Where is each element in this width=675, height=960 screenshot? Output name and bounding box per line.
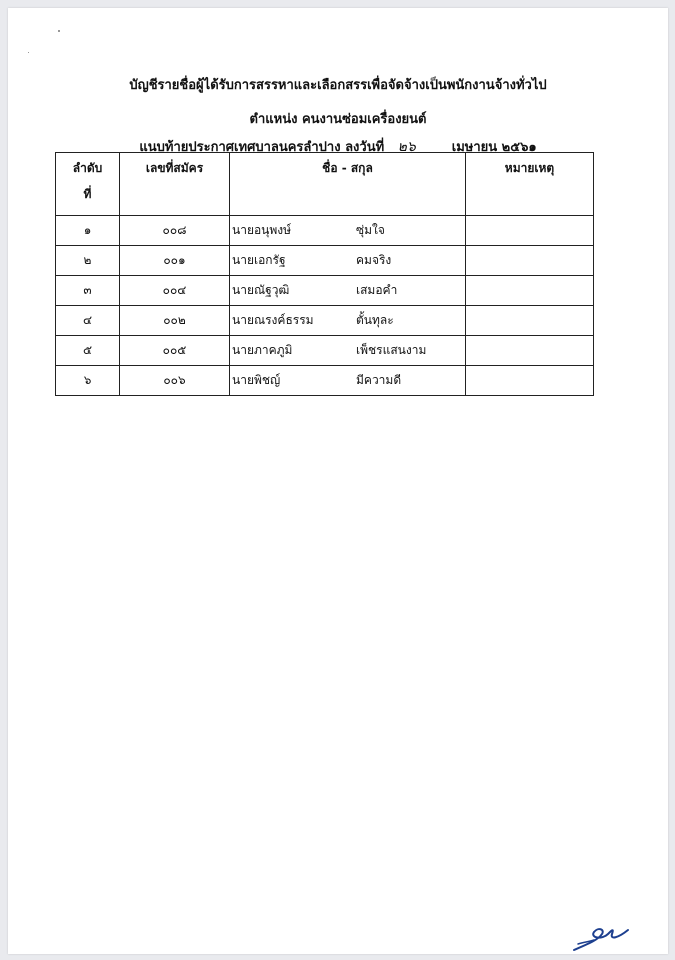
header-name: ชื่อ - สกุล bbox=[230, 153, 466, 216]
row-remark bbox=[466, 216, 594, 246]
handwritten-day: ๒๖ bbox=[397, 139, 416, 155]
last-name: มีความดี bbox=[356, 373, 402, 387]
scan-speck bbox=[58, 30, 60, 32]
first-name: นายอนุพงษ์ bbox=[232, 223, 292, 237]
first-name: นายภาคภูมิ bbox=[232, 343, 293, 357]
first-name: นายพิชญ์ bbox=[232, 373, 281, 387]
table-header-row bbox=[56, 153, 594, 216]
row-order: ๕ bbox=[56, 336, 120, 366]
row-name bbox=[230, 306, 466, 336]
row-applicant-no: ๐๐๔ bbox=[120, 276, 230, 306]
row-remark bbox=[466, 246, 594, 276]
announcement-date: เมษายน ๒๕๖๑ bbox=[451, 140, 537, 155]
row-name bbox=[230, 246, 466, 276]
header-order-line2: ที่ bbox=[83, 187, 92, 201]
header-order-line1: ลำดับ bbox=[72, 161, 103, 175]
header-applicant-no: เลขที่สมัคร bbox=[120, 153, 230, 216]
first-name: นายณัฐวุฒิ bbox=[232, 283, 290, 297]
row-applicant-no: ๐๐๘ bbox=[120, 216, 230, 246]
document-page bbox=[8, 8, 668, 954]
scan-speck bbox=[28, 52, 29, 53]
applicant-table bbox=[55, 152, 594, 396]
row-order: ๒ bbox=[56, 246, 120, 276]
announcement-prefix: แนบท้ายประกาศเทศบาลนครลำปาง ลงวันที่ bbox=[139, 140, 385, 155]
row-remark bbox=[466, 366, 594, 396]
row-order: ๑ bbox=[56, 216, 120, 246]
last-name: เสมอคำ bbox=[356, 283, 398, 297]
last-name: เพ็ชรแสนงาม bbox=[356, 343, 427, 357]
row-name bbox=[230, 336, 466, 366]
table-row bbox=[56, 276, 594, 306]
row-remark bbox=[466, 336, 594, 366]
row-remark bbox=[466, 276, 594, 306]
row-applicant-no: ๐๐๖ bbox=[120, 366, 230, 396]
last-name: ตั้นทุละ bbox=[356, 313, 394, 327]
position-title: ตำแหน่ง คนงานซ่อมเครื่องยนต์ bbox=[249, 112, 427, 127]
last-name: ซุ่มใจ bbox=[356, 223, 385, 237]
first-name: นายเอกรัฐ bbox=[232, 253, 286, 267]
row-name bbox=[230, 216, 466, 246]
table-row bbox=[56, 216, 594, 246]
row-applicant-no: ๐๐๑ bbox=[120, 246, 230, 276]
last-name: คมจริง bbox=[356, 253, 392, 267]
row-applicant-no: ๐๐๕ bbox=[120, 336, 230, 366]
header-remark: หมายเหตุ bbox=[466, 153, 594, 216]
header-order bbox=[56, 153, 120, 216]
row-applicant-no: ๐๐๒ bbox=[120, 306, 230, 336]
row-order: ๔ bbox=[56, 306, 120, 336]
first-name: นายณรงค์ธรรม bbox=[232, 313, 314, 327]
table-row bbox=[56, 306, 594, 336]
table-row bbox=[56, 246, 594, 276]
table-row bbox=[56, 366, 594, 396]
signature-mark bbox=[568, 920, 638, 952]
document-title: บัญชีรายชื่อผู้ได้รับการสรรหาและเลือกสรรเพื่อจัดจ้างเป็นพนักงานจ้างทั่วไป bbox=[129, 78, 547, 93]
row-order: ๓ bbox=[56, 276, 120, 306]
row-remark bbox=[466, 306, 594, 336]
row-name bbox=[230, 366, 466, 396]
row-name bbox=[230, 276, 466, 306]
row-order: ๖ bbox=[56, 366, 120, 396]
table-row bbox=[56, 336, 594, 366]
